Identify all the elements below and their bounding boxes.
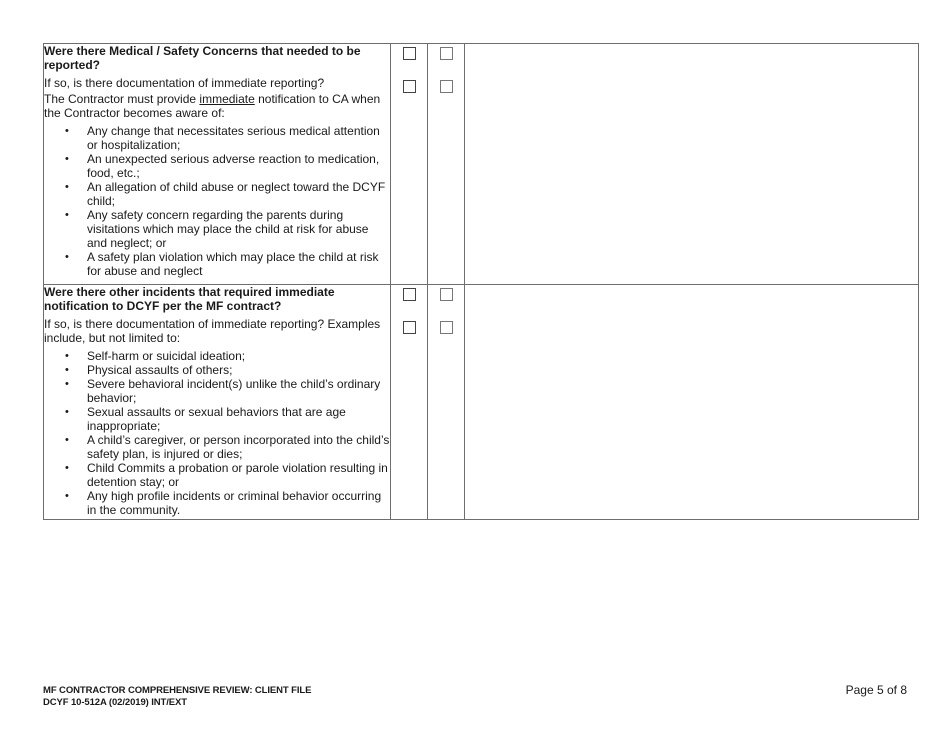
checkbox-question-yes[interactable]	[403, 47, 416, 60]
comments-cell[interactable]	[465, 44, 919, 285]
checkbox-followup-no[interactable]	[440, 321, 453, 334]
list-item: • Severe behavioral incident(s) unlike the child’s ordinary behavior;	[87, 377, 390, 405]
checkbox-followup-yes[interactable]	[403, 80, 416, 93]
review-table	[43, 43, 919, 520]
list-item: • Any safety concern regarding the parents during visitations which may place the child at risk for abuse and neglect; or	[87, 208, 390, 250]
bullet-list	[44, 349, 390, 517]
page-number: Page 5 of 8	[845, 683, 907, 697]
yes-column-cell	[391, 285, 428, 520]
list-item: • Any high profile incidents or criminal behavior occurring in the community.	[87, 489, 390, 517]
list-item: • Physical assaults of others;	[87, 363, 390, 377]
list-item: • A safety plan violation which may place the child at risk for abuse and neglect	[87, 250, 390, 278]
checkbox-question-no[interactable]	[440, 47, 453, 60]
comments-cell[interactable]	[465, 285, 919, 520]
list-item: • Sexual assaults or sexual behaviors that are age inappropriate;	[87, 405, 390, 433]
list-item: • A child’s caregiver, or person incorporated into the child’s safety plan, is injured or dies;	[87, 433, 390, 461]
form-id: DCYF 10-512A (02/2019) INT/EXT	[43, 697, 187, 708]
list-item: • Child Commits a probation or parole violation resulting in detention stay; or	[87, 461, 390, 489]
checkbox-question-yes[interactable]	[403, 288, 416, 301]
list-item: • Self-harm or suicidal ideation;	[87, 349, 390, 363]
checkbox-followup-yes[interactable]	[403, 321, 416, 334]
table-row-other-incidents	[44, 285, 919, 520]
question-text: Were there other incidents that required immediate notification to DCYF per the MF contract?	[44, 285, 335, 313]
question-text: Were there Medical / Safety Concerns that needed to be reported?	[44, 44, 361, 72]
form-footer	[43, 685, 311, 709]
bullet-list	[44, 124, 390, 278]
no-column-cell	[428, 285, 465, 520]
question-cell	[44, 44, 391, 285]
yes-column-cell	[391, 44, 428, 285]
table-row-medical-safety	[44, 44, 919, 285]
note-text: The Contractor must provide immediate notification to CA when the Contractor becomes aware of:	[44, 92, 381, 120]
list-item: • Any change that necessitates serious medical attention or hospitalization;	[87, 124, 390, 152]
question-cell	[44, 285, 391, 520]
followup-text: If so, is there documentation of immediate reporting? Examples include, but not limited to:	[44, 317, 381, 345]
list-item: • An unexpected serious adverse reaction to medication, food, etc.;	[87, 152, 390, 180]
checkbox-question-no[interactable]	[440, 288, 453, 301]
form-title: MF CONTRACTOR COMPREHENSIVE REVIEW: CLIENT FILE	[43, 685, 312, 696]
checkbox-followup-no[interactable]	[440, 80, 453, 93]
emphasis-immediate: immediate	[199, 92, 255, 106]
no-column-cell	[428, 44, 465, 285]
followup-text: If so, is there documentation of immediate reporting?	[44, 76, 325, 90]
list-item: • An allegation of child abuse or neglect toward the DCYF child;	[87, 180, 390, 208]
